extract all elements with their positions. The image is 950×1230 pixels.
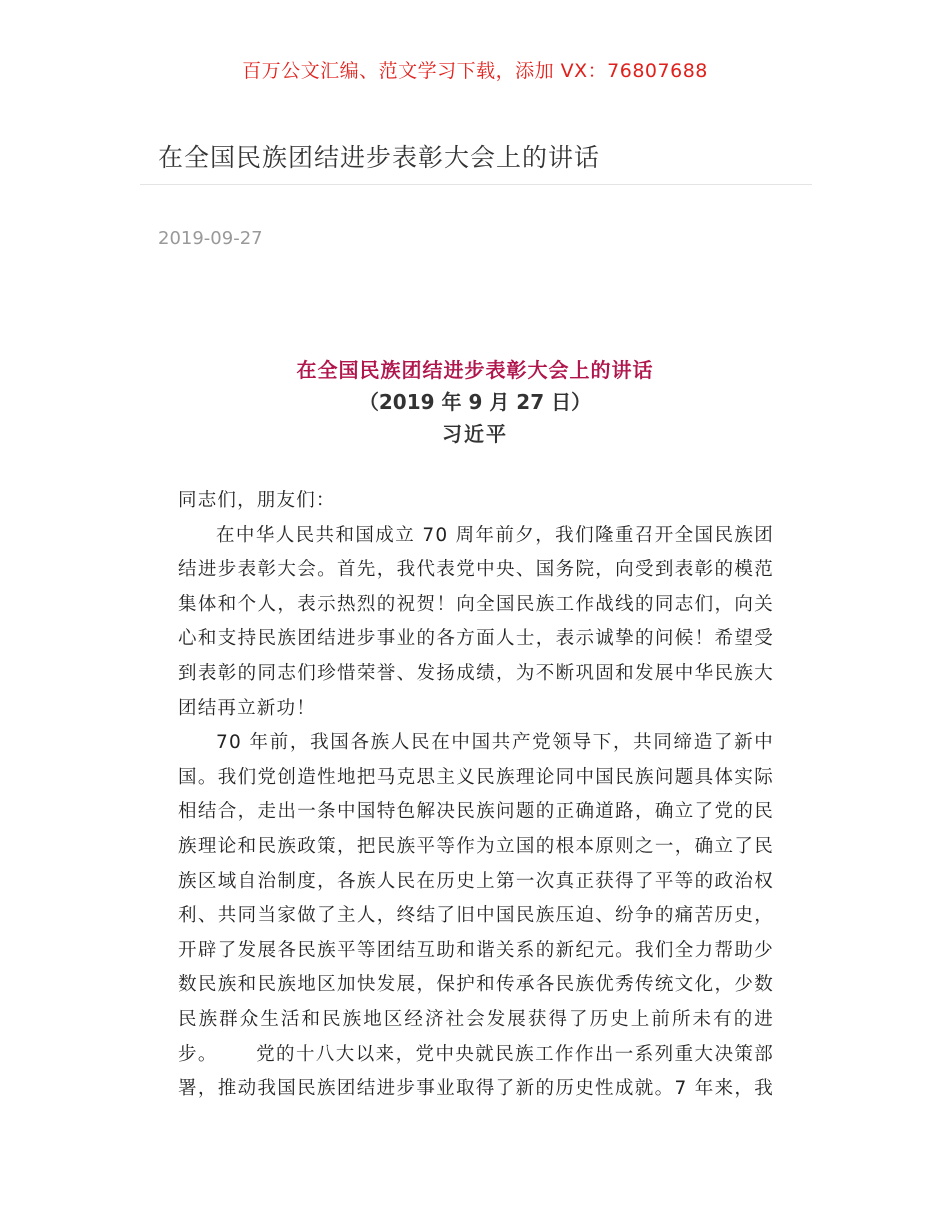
article-heading-block <box>0 354 950 450</box>
paragraph-line: 开辟了发展各民族平等团结互助和谐关系的新纪元。我们全力帮助少 <box>178 939 774 961</box>
paragraph-line: 到表彰的同志们珍惜荣誉、发扬成绩，为不断巩固和发展中华民族大 <box>178 662 774 684</box>
paragraph-line: 相结合，走出一条中国特色解决民族问题的正确道路，确立了党的民 <box>178 801 774 823</box>
paragraph-line: 心和支持民族团结进步事业的各方面人士，表示诚挚的问候！希望受 <box>178 628 774 650</box>
paragraph-line: 集体和个人，表示热烈的祝贺！向全国民族工作战线的同志们，向关 <box>178 593 774 615</box>
paragraph-start-fragment: 党的十八大以来，党中央就民族工作作出一系列重大决策部 <box>255 1043 774 1065</box>
paragraph-line: 署，推动我国民族团结进步事业取得了新的历史性成就。7 年来，我 <box>178 1078 774 1100</box>
paragraph-line: 国。我们党创造性地把马克思主义民族理论同中国民族问题具体实际 <box>178 766 774 788</box>
paragraph-line: 团结再立新功！ <box>178 697 316 719</box>
article-author: 习近平 <box>442 422 508 446</box>
paragraph-line: 族理论和民族政策，把民族平等作为立国的根本原则之一，确立了民 <box>178 835 774 857</box>
title-divider <box>140 184 812 185</box>
paragraph-end-fragment: 步。 <box>178 1043 218 1065</box>
article-body <box>178 484 774 1107</box>
page-title: 在全国民族团结进步表彰大会上的讲话 <box>158 143 601 172</box>
paragraph-line: 在中华人民共和国成立 70 周年前夕，我们隆重召开全国民族团 <box>216 524 774 546</box>
paragraph-line: 70 年前，我国各族人民在中国共产党领导下，共同缔造了新中 <box>216 732 774 754</box>
paragraph-line: 民族群众生活和民族地区经济社会发展获得了历史上前所未有的进 <box>178 1008 774 1030</box>
paragraph-line: 结进步表彰大会。首先，我代表党中央、国务院，向受到表彰的模范 <box>178 559 774 581</box>
article-date-line: （2019 年 9 月 27 日） <box>358 390 592 414</box>
post-date: 2019-09-27 <box>158 228 263 249</box>
paragraph-line: 族区域自治制度，各族人民在历史上第一次真正获得了平等的政治权 <box>178 870 774 892</box>
article-heading: 在全国民族团结进步表彰大会上的讲话 <box>296 358 654 382</box>
watermark-banner: 百万公文汇编、范文学习下载，添加 VX：76807688 <box>242 60 708 82</box>
paragraph-line: 利、共同当家做了主人，终结了旧中国民族压迫、纷争的痛苦历史， <box>178 905 774 927</box>
paragraph-line: 数民族和民族地区加快发展，保护和传承各民族优秀传统文化，少数 <box>178 974 774 996</box>
salutation: 同志们，朋友们： <box>178 490 336 511</box>
paragraph-line <box>178 1038 774 1073</box>
